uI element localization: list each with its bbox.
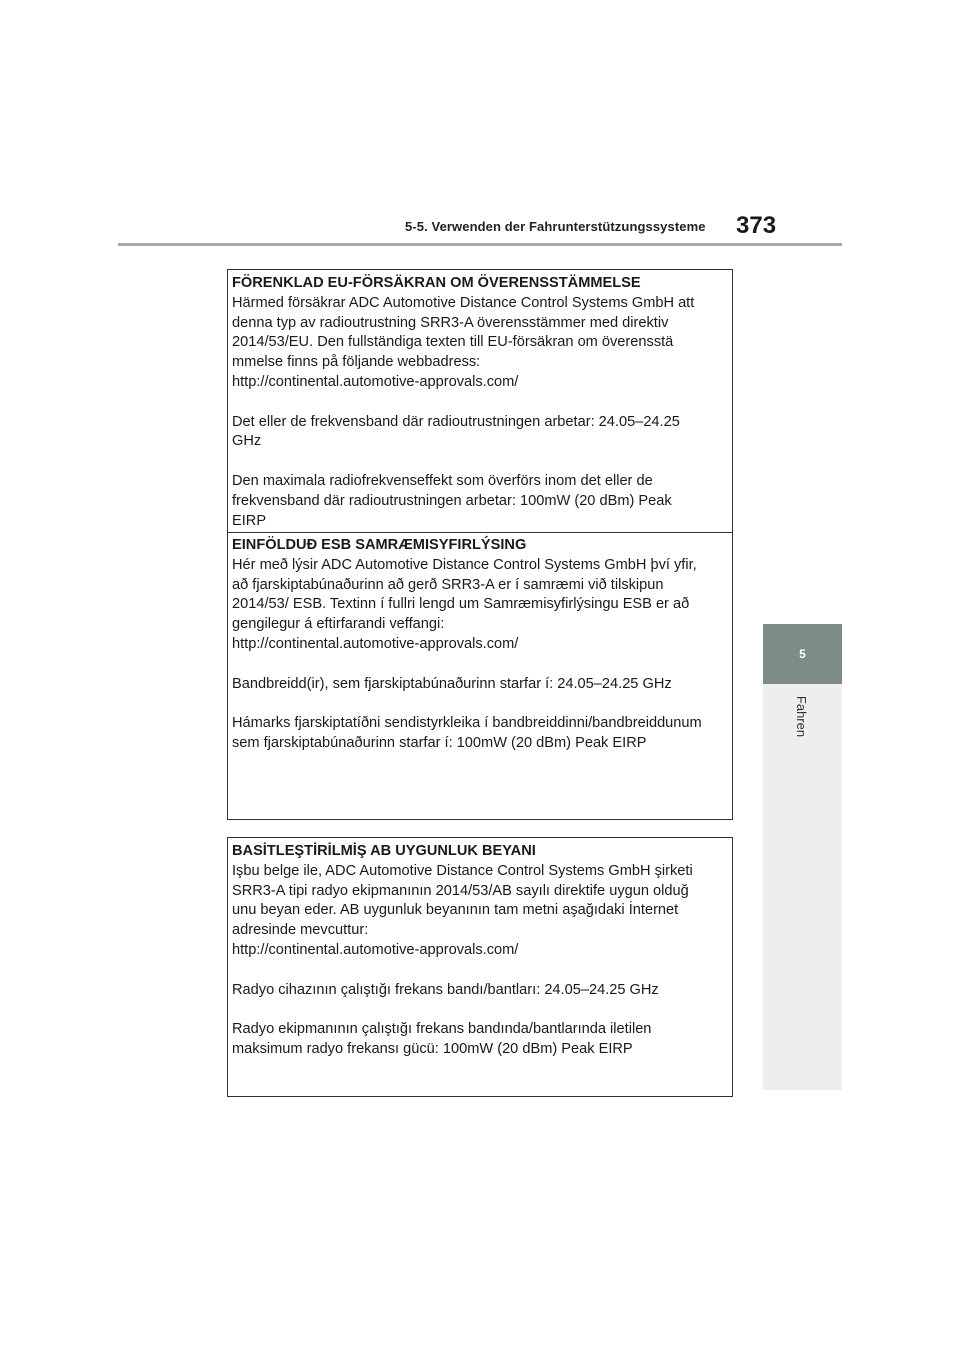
text-line: EIRP (232, 512, 267, 529)
text-line: Hámarks fjarskiptatíðni sendistyrkleika í bandbreiddinni/bandbreiddunum (232, 715, 702, 732)
chapter-number: 5 (799, 647, 806, 661)
text-line: adresinde mevcuttur: (232, 922, 369, 939)
text-line: maksimum radyo frekansı gücü: 100mW (20 dBm) Peak EIRP (232, 1040, 633, 1057)
text-line: 2014/53/ ESB. Textinn í fullri lengd um Samræmisyfirlýsingu ESB er að (232, 596, 690, 613)
paragraph-intro (232, 294, 730, 393)
declaration-title: EINFÖLDUÐ ESB SAMRÆMISYFIRLÝSING (232, 537, 527, 553)
text-line: frekvensband där radioutrustningen arbetar: 100mW (20 dBm) Peak (232, 492, 672, 509)
text-line: Radyo ekipmanının çalıştığı frekans bandında/bantlarında iletilen (232, 1021, 652, 1038)
url-line: http://continental.automotive-approvals.com/ (232, 635, 519, 652)
declaration-is (232, 536, 730, 754)
text-line: Härmed försäkrar ADC Automotive Distance Control Systems GmbH att (232, 294, 695, 311)
text-line: mmelse finns på följande webbadress: (232, 354, 481, 371)
declaration-box-sv-is (227, 269, 733, 820)
chapter-tab (763, 624, 842, 684)
text-line: denna typ av radioutrustning SRR3-A överensstämmer med direktiv (232, 314, 669, 331)
url-line: http://continental.automotive-approvals.com/ (232, 941, 519, 958)
chapter-label (778, 692, 826, 740)
paragraph-power (232, 472, 730, 531)
paragraph-frequency (232, 675, 730, 695)
text-line: SRR3-A tipi radyo ekipmanının 2014/53/AB sayılı direktife uygun olduğ (232, 882, 689, 899)
declaration-box-tr (227, 837, 733, 1097)
text-line: Işbu belge ile, ADC Automotive Distance Control Systems GmbH şirketi (232, 862, 693, 879)
text-line: Den maximala radiofrekvenseffekt som överförs inom det eller de (232, 472, 653, 489)
paragraph-power (232, 714, 730, 754)
url-line: http://continental.automotive-approvals.com/ (232, 373, 519, 390)
text-line: sem fjarskiptabúnaðurinn starfar í: 100mW (20 dBm) Peak EIRP (232, 734, 647, 751)
text-line: 2014/53/EU. Den fullständiga texten till EU-försäkran om överensstä (232, 334, 674, 351)
paragraph-power (232, 1020, 730, 1060)
declaration-title: FÖRENKLAD EU-FÖRSÄKRAN OM ÖVERENSSTÄMMELSE (232, 275, 641, 291)
declaration-tr (232, 842, 730, 1060)
box-divider (228, 532, 732, 533)
text-line: Det eller de frekvensband där radioutrustningen arbetar: 24.05–24.25 (232, 413, 680, 430)
chapter-side-strip (763, 684, 842, 1090)
paragraph-intro (232, 862, 730, 961)
text-line: GHz (232, 433, 262, 450)
text-line: unu beyan eder. AB uygunluk beyanının tam metni aşağıdaki İnternet (232, 902, 679, 919)
declaration-title: BASİTLEŞTİRİLMİŞ AB UYGUNLUK BEYANI (232, 843, 536, 859)
paragraph-intro (232, 556, 730, 655)
text-line: gengilegur á eftirfarandi veffangi: (232, 616, 445, 633)
declaration-sv (232, 274, 730, 531)
section-title: 5-5. Verwenden der Fahrunterstützungssysteme (405, 219, 706, 234)
paragraph-frequency (232, 413, 730, 453)
text-line: Bandbreidd(ir), sem fjarskiptabúnaðurinn starfar í: 24.05–24.25 GHz (232, 675, 672, 692)
text-line: Hér með lýsir ADC Automotive Distance Control Systems GmbH því yfir, (232, 556, 697, 573)
text-line: Radyo cihazının çalıştığı frekans bandı/bantları: 24.05–24.25 GHz (232, 981, 659, 998)
paragraph-frequency (232, 981, 730, 1001)
text-line: að fjarskiptabúnaðurinn að gerð SRR3-A er í samræmi við tilskipun (232, 576, 664, 593)
header-rule (118, 243, 842, 246)
page-number: 373 (736, 212, 777, 239)
chapter-label-text: Fahren (794, 695, 810, 737)
